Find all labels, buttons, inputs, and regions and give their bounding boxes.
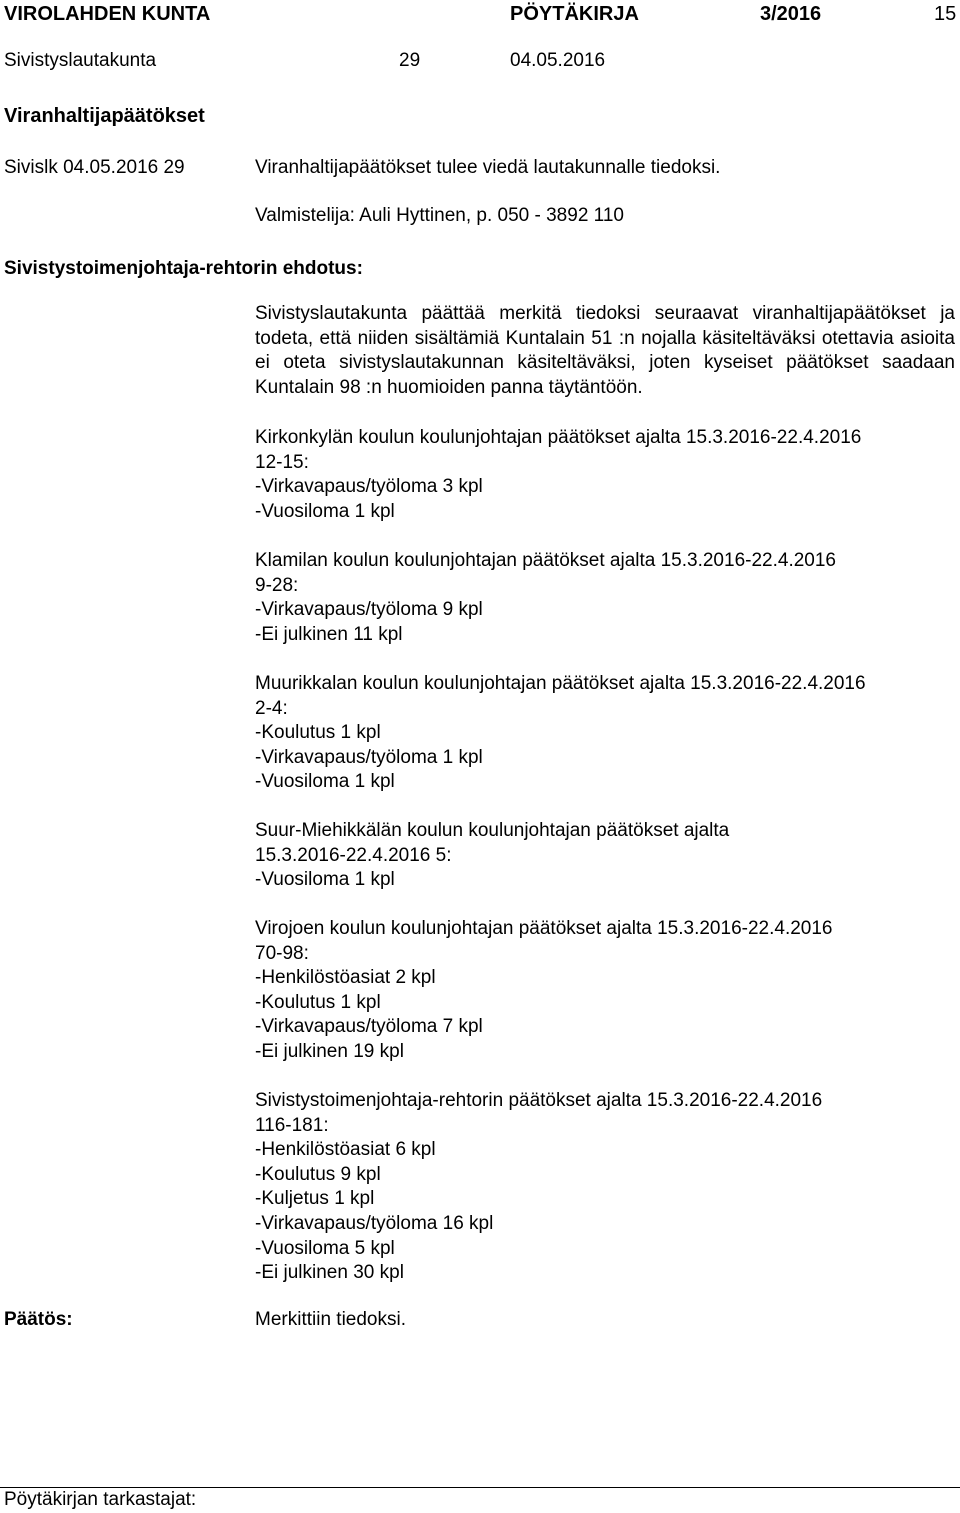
decision-item: -Henkilöstöasiat 2 kpl bbox=[255, 967, 436, 989]
decision-item: -Vuosiloma 5 kpl bbox=[255, 1237, 395, 1259]
decision-group-heading: Suur-Miehikkälän koulun koulunjohtajan päätökset ajalta bbox=[255, 820, 730, 841]
decision-item: -Ei julkinen 19 kpl bbox=[255, 1040, 404, 1062]
decision-group bbox=[255, 672, 955, 795]
meeting-date: 04.05.2016 bbox=[510, 50, 606, 71]
decision-group-range: 70-98: bbox=[255, 942, 309, 964]
decision-group-range: 9-28: bbox=[255, 574, 299, 596]
proposal-label: Sivistystoimenjohtaja-rehtorin ehdotus: bbox=[4, 258, 363, 279]
decision-item: -Koulutus 9 kpl bbox=[255, 1163, 381, 1185]
decision-group-heading: Kirkonkylän koulun koulunjohtajan päätökset ajalta 15.3.2016-22.4.2016 bbox=[255, 427, 862, 448]
decision-item: -Koulutus 1 kpl bbox=[255, 722, 381, 744]
proposal-text: Sivistyslautakunta päättää merkitä tiedoksi seuraavat viranhaltijapäätökset ja todeta, että niiden sisältämiä Kuntalain 51 :n nojalla käsiteltäväksi otettavia asioita ei oteta sivistyslautakunnan käsiteltäväksi, joten kyseiset päätökset saadaan Kuntalain 98 :n huomioiden panna täytäntöön. bbox=[255, 303, 955, 398]
decision-item: -Virkavapaus/työloma 16 kpl bbox=[255, 1212, 494, 1234]
committee-name: Sivistyslautakunta bbox=[4, 50, 157, 71]
decision-group-heading: Klamilan koulun koulunjohtajan päätökset ajalta 15.3.2016-22.4.2016 bbox=[255, 550, 836, 571]
reference-line: Sivislk 04.05.2016 29 bbox=[4, 157, 185, 178]
decision-item: -Virkavapaus/työloma 1 kpl bbox=[255, 746, 483, 768]
decision-item: -Vuosiloma 1 kpl bbox=[255, 771, 395, 793]
section-number: 29 bbox=[399, 50, 421, 71]
intro-text: Viranhaltijapäätökset tulee viedä lautakunnalle tiedoksi. bbox=[255, 157, 721, 178]
decision-group bbox=[255, 549, 955, 647]
footer-label: Pöytäkirjan tarkastajat: bbox=[4, 1489, 197, 1510]
preparer-line: Valmistelija: Auli Hyttinen, p. 050 - 3892 110 bbox=[255, 205, 624, 226]
page-title: Viranhaltijapäätökset bbox=[4, 105, 205, 127]
decision-item: -Henkilöstöasiat 6 kpl bbox=[255, 1139, 436, 1161]
decision-group bbox=[255, 426, 955, 524]
decision-group bbox=[255, 1089, 955, 1286]
decision-item: -Ei julkinen 30 kpl bbox=[255, 1262, 404, 1284]
decision-item: -Virkavapaus/työloma 7 kpl bbox=[255, 1016, 483, 1038]
decision-group-heading: Muurikkalan koulun koulunjohtajan päätökset ajalta 15.3.2016-22.4.2016 bbox=[255, 673, 866, 694]
decision-item: -Vuosiloma 1 kpl bbox=[255, 869, 395, 891]
decision-item: -Koulutus 1 kpl bbox=[255, 991, 381, 1013]
decision-group-range: 15.3.2016-22.4.2016 5: bbox=[255, 844, 452, 866]
decision-label: Päätös: bbox=[4, 1309, 73, 1330]
decision-group-heading: Virojoen koulun koulunjohtajan päätökset ajalta 15.3.2016-22.4.2016 bbox=[255, 918, 833, 939]
decision-item: -Vuosiloma 1 kpl bbox=[255, 500, 395, 522]
decision-group-range: 2-4: bbox=[255, 697, 288, 719]
decision-group-range: 116-181: bbox=[255, 1114, 329, 1136]
decision-group-heading: Sivistystoimenjohtaja-rehtorin päätökset ajalta 15.3.2016-22.4.2016 bbox=[255, 1090, 823, 1111]
document-type: PÖYTÄKIRJA bbox=[510, 3, 639, 25]
decision-group bbox=[255, 819, 955, 893]
decision-text: Merkittiin tiedoksi. bbox=[255, 1309, 406, 1330]
page-number: 15 bbox=[934, 3, 957, 25]
decision-group-range: 12-15: bbox=[255, 451, 309, 473]
document-number: 3/2016 bbox=[760, 3, 822, 25]
decision-item: -Kuljetus 1 kpl bbox=[255, 1188, 375, 1210]
decision-item: -Ei julkinen 11 kpl bbox=[255, 623, 403, 645]
decision-item: -Virkavapaus/työloma 9 kpl bbox=[255, 599, 483, 621]
decision-item: -Virkavapaus/työloma 3 kpl bbox=[255, 476, 483, 498]
decision-group bbox=[255, 917, 955, 1065]
municipality-name: VIROLAHDEN KUNTA bbox=[4, 3, 211, 25]
